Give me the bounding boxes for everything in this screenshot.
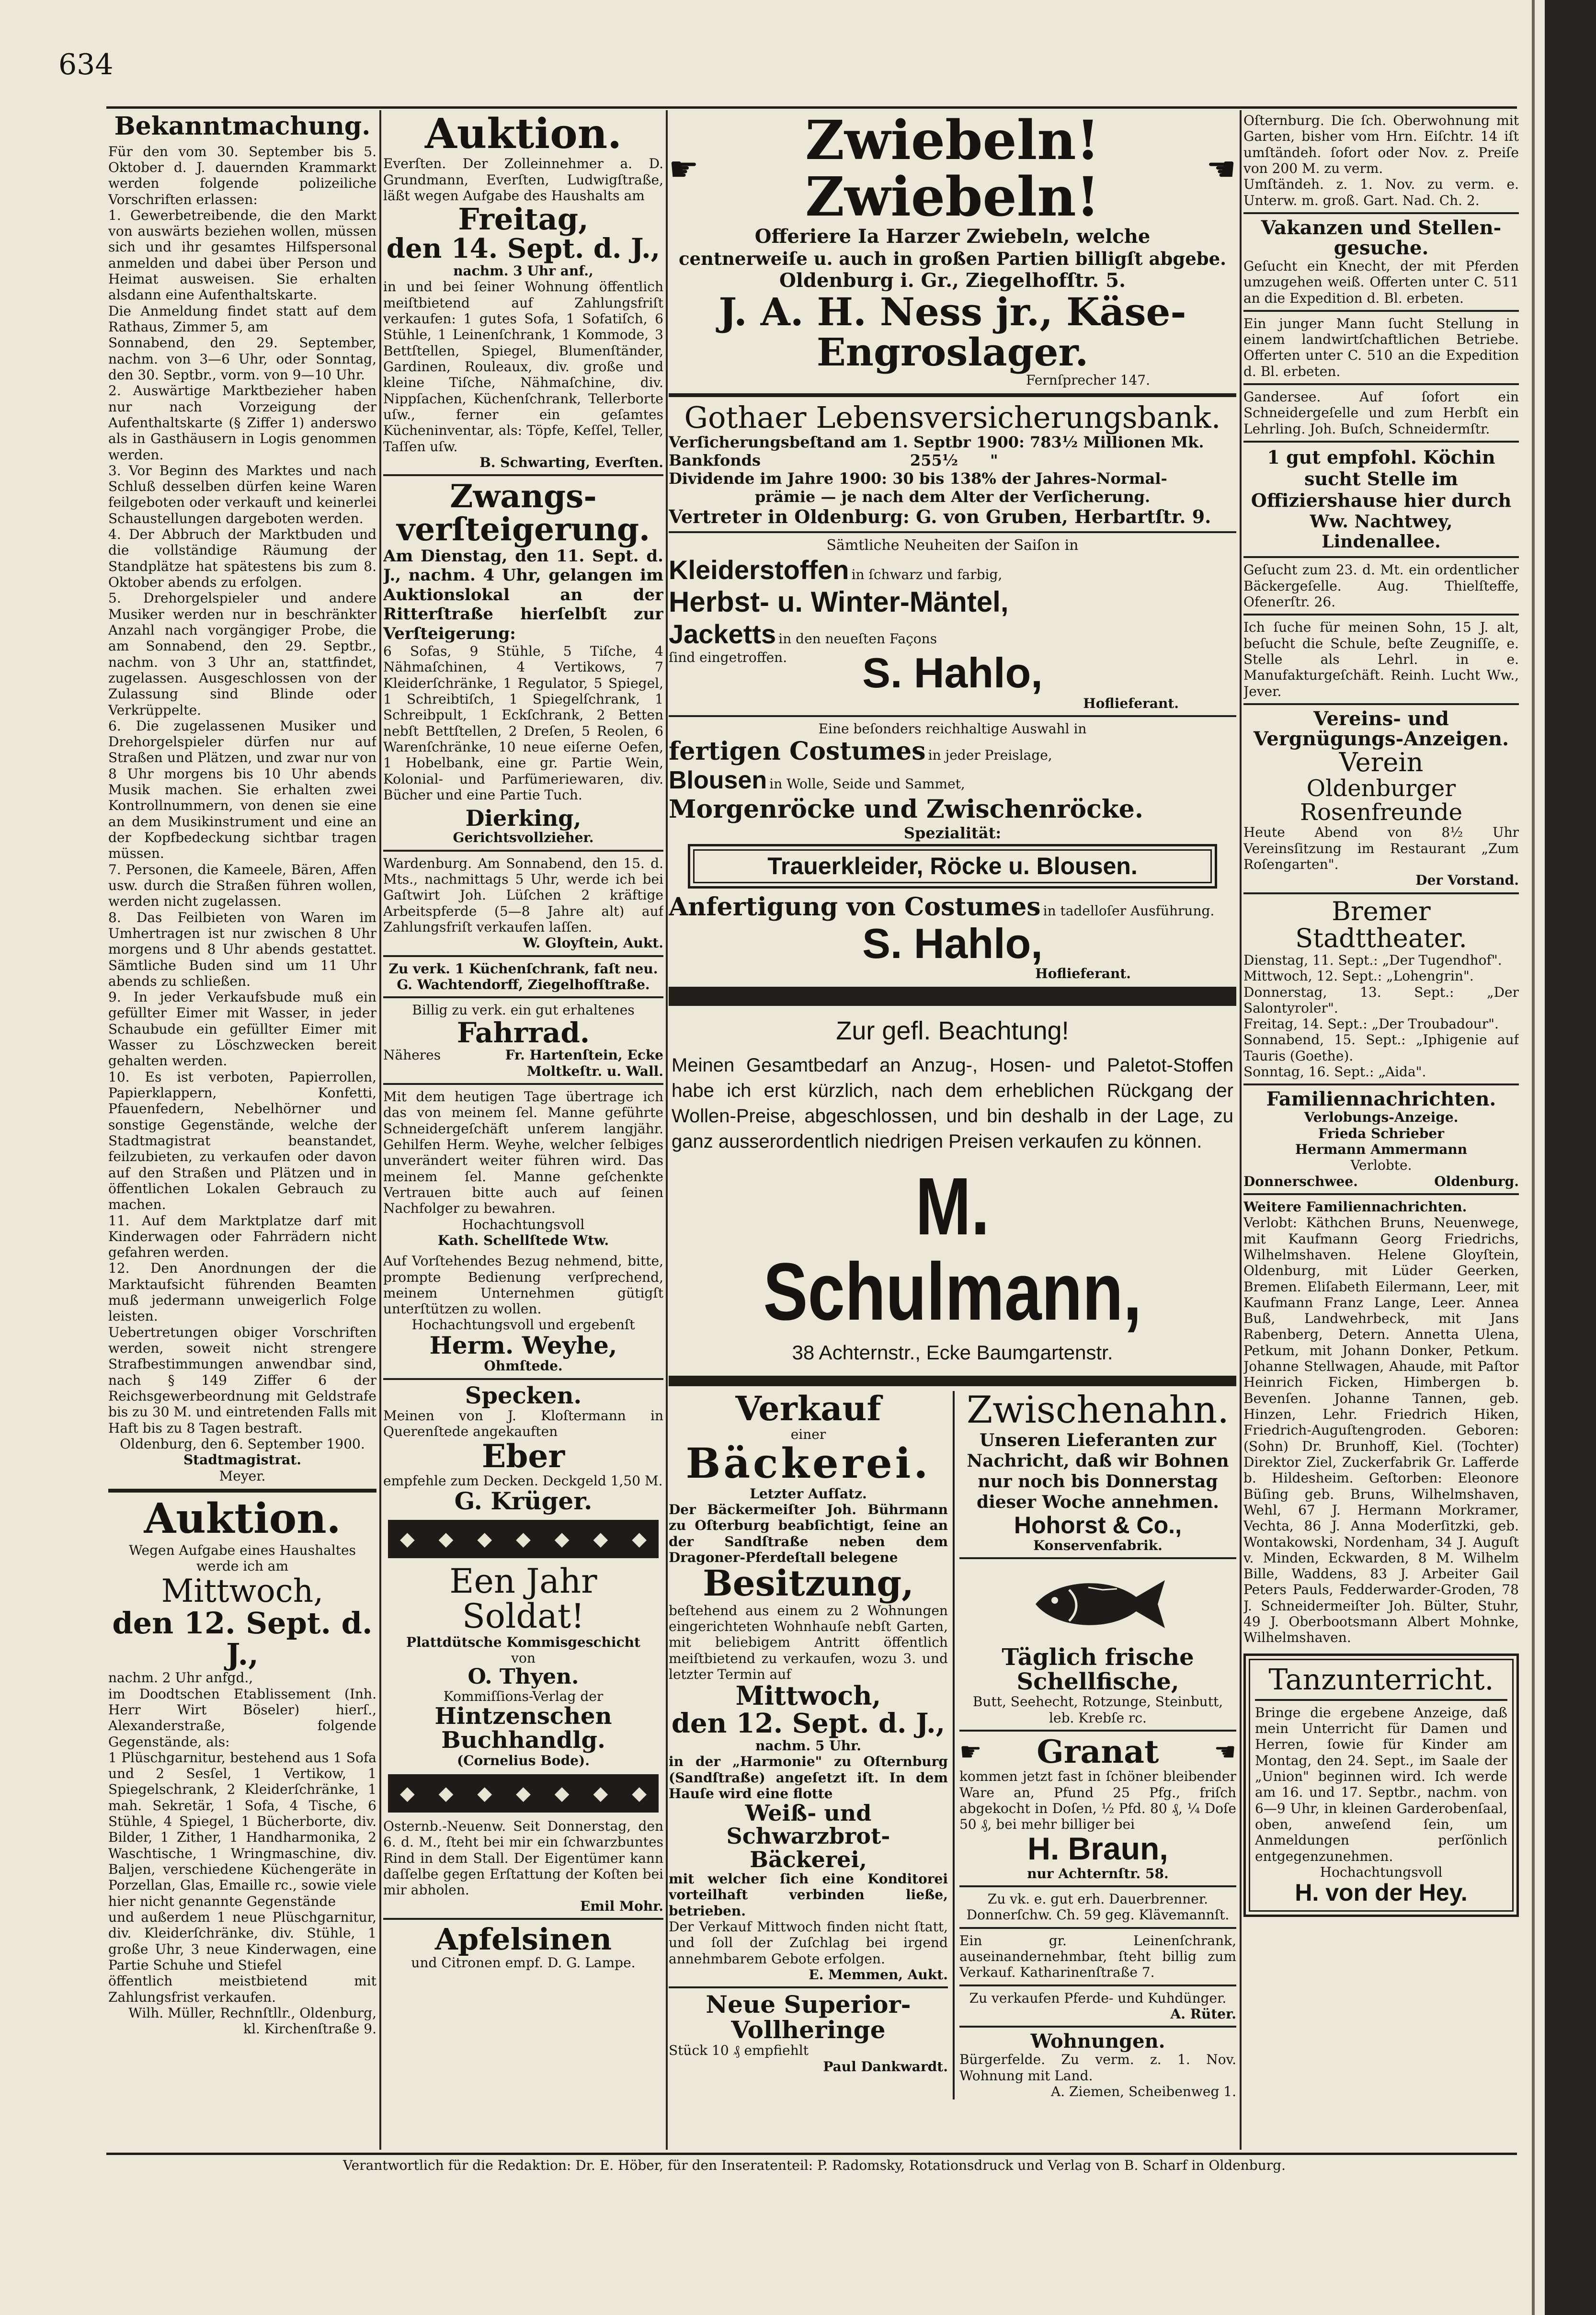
auction-paragraph: und außerdem 1 neue Plüschgarnitur, div. Kleiderſchränke, div. Stühle, 1 große Uhr, 3 neue Kinderwagen, eine Partie Schuhe und Stiefel: [108, 1909, 376, 1973]
zwiebeln-ad: [669, 113, 1236, 388]
koechin-ad: 1 gut empfohl. Köchin sucht Stelle im Offiziershause hier durch: [1251, 446, 1512, 512]
separator: [383, 1918, 663, 1920]
theater-row: Sonntag, 16. Sept.: „Aida".: [1243, 1064, 1426, 1080]
separator: [1243, 383, 1519, 385]
auction-day: Freitag,: [458, 202, 589, 237]
verlobung-place-2: Oldenburg.: [1434, 1173, 1519, 1189]
vollheringe-title: Neue Superior-Vollheringe: [706, 1990, 911, 2044]
leinenschrank-ad: Ein gr. Leinenſchrank, auseinandernehmbar, ſteht billig zum Verkauf. Katharinenſtraße 7.: [959, 1932, 1236, 1981]
zwiebeln-line-1: Offeriere Ia Harzer Zwiebeln, welche: [754, 225, 1151, 248]
baeckerei-body-1: Der Bäckermeiſter Joh. Bührmann zu Oſterburg beabſichtigt, ſeine an der Sandſtraße neben dem Dragoner-Pferdeſtall belegene: [669, 1501, 948, 1565]
separator: [959, 1984, 1236, 1986]
hahlo2-morgen: Morgenröcke und Zwischenröcke.: [669, 795, 1143, 824]
notice-paragraph: Für den vom 30. September bis 5. Oktober d. J. dauernden Krammarkt werden folgende polizeiliche Vorschriften erlassen:: [108, 143, 376, 207]
hahlo2-blousen-desc: in Wolle, Seide und Sammet,: [769, 776, 965, 792]
weyhe-ad: [383, 1089, 663, 1374]
baeckerei-body-3: in der „Harmonie" zu Oſternburg (Sandſtraße) angeſetzt iſt. In dem Hauſe wird eine flotte: [669, 1754, 948, 1802]
schellfische-title: Täglich frische Schellfische,: [1002, 1644, 1194, 1695]
unterwohnung-ad: Umſtändeh. z. 1. Nov. zu verm. e. Unterw. m. groß. Gart. Nad. Ch. 2.: [1243, 176, 1519, 208]
auction-intro: Wegen Aufgabe eines Haushaltes werde ich am: [129, 1542, 356, 1574]
separator: [1243, 703, 1519, 705]
page-edge: [1545, 0, 1596, 2315]
auction-ad-mueller: [108, 1494, 376, 2037]
tanz-greeting: Hochachtungsvoll: [1320, 1864, 1443, 1880]
schulmann-body: Meinen Gesamtbedarf an Anzug-, Hosen- und Paletot-Stoffen habe ich erst kürzlich, nach dem erheblichen Rückgang der Wollen-Preise, abgeschlossen, und bin deshalb in der Lage, zu ganz ausserordentlich niedrigen Preisen verkaufen zu können.: [672, 1055, 1233, 1152]
hahlo2-name: S. Hahlo,: [862, 919, 1043, 967]
auction-body: [108, 1670, 376, 2005]
baeckerei-body-5: Der Verkauf Mittwoch finden nicht ſtatt, und ſoll der Zuſchlag bei irgend annehmbarem Gebote erfolgen.: [669, 1918, 948, 1967]
tanz-box: [1243, 1654, 1519, 1917]
page-edge-line: [1532, 0, 1535, 2315]
separator: [1243, 1193, 1519, 1195]
theater-title: Bremer Stadttheater.: [1295, 896, 1467, 954]
auction-paragraph: nachm. 2 Uhr anfgd.,: [108, 1670, 253, 1686]
separator: [669, 1986, 948, 1988]
vakanzen-title-1: Vakanzen und Stellen-: [1261, 216, 1502, 239]
hahlo2-trauer: Trauerkleider, Röcke u. Blousen.: [693, 849, 1212, 883]
page-number: 634: [58, 48, 114, 81]
notice-paragraph: 9. In jeder Verkaufsbude muß ein gefüllter Eimer mit Wasser, in jeder Schaubude ein gefüllter Eimer mit Wasser zu Löschzwecken bereit gehalten werden.: [108, 989, 376, 1069]
verlobung-place-1: Donnerschwee.: [1243, 1173, 1358, 1189]
gotha-line-3: Dividende im Jahre 1900: 30 bis 138% der Jahres-Normal-: [669, 469, 1167, 488]
auction-time: nachm. 3 Uhr anf.,: [453, 263, 593, 279]
hahlo-ad: [669, 537, 1236, 711]
hahlo-kleider: Kleiderstoffen: [669, 555, 849, 585]
baeckerei-column: [669, 1391, 955, 2099]
zwangs-title-1: Zwangs-: [450, 478, 597, 515]
weyhe-body: Mit dem heutigen Tage übertrage ich das von meinem ſel. Manne geführte Schneidergeſchäft unſerem langjähr. Gehilfen Herm. Weyhe, welcher ſelbiges unverändert weiter führen wird. Das meinem ſel. Manne geſchenkte Vertrauen bitte auch auf ſeinen Nachfolger zu bewahren.: [383, 1089, 663, 1217]
zwangs-title-2: verſteigerung.: [396, 511, 650, 548]
hahlo2-blousen: Blousen: [669, 766, 767, 795]
fahrrad-title: Fahrrad.: [456, 1016, 590, 1049]
auction-signature: Wilh. Müller, Rechnſtllr., Oldenburg, kl. Kirchenſtraße 9.: [128, 2005, 376, 2037]
zwangs-signature-title: Gerichtsvollzieher.: [453, 830, 594, 846]
auction-body: in und bei ſeiner Wohnung öffentlich meiſtbietend auf Zahlungsfriſt verkaufen: 1 gutes Sofa, 1 Sofatiſch, 6 Stühle, 1 Leinenſchrank, 1 Kommode, 3 Bettſtellen, Spiegel, Blumenſtänder, Gardinen, Rouleaux, div. große und kleine Tiſche, Nähmaſchine, div. Nippſachen, Küchenſchrank, Tellerborte uſw., ferner ein geſamtes Kücheninventar, als: Töpfe, Keſſel, Teller, Taſſen uſw.: [383, 279, 663, 455]
osternburg-wohnung-ad: Oſternburg. Die ſch. Oberwohnung mit Garten, bisher vom Hrn. Eiſchtr. 14 iſt umſtändeh. ſofort oder Nov. z. Preiſe von 200 M. zu verm.: [1243, 113, 1519, 176]
auction-title: Auktion.: [144, 1494, 341, 1543]
baeckerei-time: nachm. 5 Uhr.: [755, 1737, 861, 1754]
baeckerei-aufsatz: Letzter Aufſatz.: [750, 1485, 867, 1502]
notice-paragraph: 6. Die zugelassenen Musiker und Drehorgelspieler dürfen nur auf Straßen und Plätzen, und zwar nur von 8 Uhr morgens bis 10 Uhr abends Musik machen. Sie erhalten zwei Kontrollnummern, von denen sie eine an dem Musikinstrument und eine an der Kopfbedeckung sichtbar tragen müssen.: [108, 718, 376, 862]
koechin-signature: Ww. Nachtwey,: [1310, 511, 1453, 532]
schulmann-ad: [669, 1017, 1236, 1365]
hahlo-hoflieferant: Hoflieferant.: [1083, 695, 1179, 711]
weyhe-place: Ohmſtede.: [484, 1358, 563, 1374]
pointing-hand-icon: ☛: [669, 149, 699, 189]
gotha-title: Gothaer Lebensversicherungsbank.: [684, 399, 1221, 435]
trauer-box: [688, 844, 1217, 889]
hahlo-costumes-ad: [669, 721, 1236, 982]
weitere-body: Verlobt: Käthchen Bruns, Neuenwege, mit Kaufmann Georg Friedrichs, Wilhelmshaven. Helene Gloyſtein, Oldenburg, mit Lüder Geerken, Bremen. Eliſabeth Eilermann, Leer, mit Kaufmann Franz Lange, Leer. Annea Buß, Landwehrbeck, mit Jans Rabenberg, Detern. Annetta Ulena, Petkum, mit Johann Donker, Petkum. Johanne Stellwagen, Ahaude, mit Paſtor Heinrich Ficken, Himbergen b. Bevenſen. Johanne Tannen, geb. Hinzen, Lehr. Friedrich Hiken, Friedrich-Auguſtengroden. Geboren: (Sohn) Dr. Brunhoff, Kiel. (Tochter) Direktor Ziel, Zuckerfabrik Gr. Lafferde b. Hildesheim. Geſtorben: Eleonore Büſing geb. Bruns, Wilhelmshaven, Wehl, 67 J. Hermann Morkramer, Vechta, 86 J. Anna Moderſitzki, geb. Wontakowski, Nordenham, 34 J. Auguſt v. Minden, Eckwarden, 8 M. Wilhelm Bille, Waddens, 83 J. Arbeiter Gail Peters Pauls, Fedderwarder-Groden, 78 J. Schneidermeiſter Joh. Bülter, Stuhr, 49 J. Oberbootsmann Albert Mohnke, Wilhelmshaven.: [1243, 1215, 1519, 1646]
vereins-title-2: Vergnügungs-Anzeigen.: [1253, 727, 1509, 750]
tanz-title: Tanzunterricht.: [1268, 1663, 1494, 1697]
specken-body: Meinen von J. Kloſtermann in Querenſtede angekauften: [383, 1408, 663, 1440]
schulmann-head: Zur gefl. Beachtung!: [836, 1016, 1069, 1045]
fahrrad-intro: Billig zu verk. ein gut erhaltenes: [412, 1002, 635, 1018]
specken-title: Specken.: [465, 1382, 582, 1409]
notice-paragraph: 4. Der Abbruch der Marktbuden und die vollständige Räumung der Standplätze hat spätestens bis zum 8. Oktober abends zu erfolgen.: [108, 526, 376, 591]
fahrrad-more: Näheres: [383, 1047, 441, 1063]
granat-title: Granat: [1037, 1733, 1159, 1770]
zwiebeln-title: Zwiebeln! Zwiebeln!: [805, 113, 1100, 228]
baeckerei-day: Mittwoch,: [735, 1680, 881, 1711]
zwangsversteigerung-ad: [383, 480, 663, 846]
separator: [959, 2026, 1236, 2028]
baeckerei-weiss: Weiß- und Schwarzbrot-: [726, 1800, 890, 1849]
hahlo2-costumes: fertigen Costumes: [669, 737, 926, 766]
separator: [383, 1378, 663, 1380]
wardenburg-signature: W. Gloyſtein, Aukt.: [523, 935, 663, 951]
granat-address: nur Achternſtr. 58.: [1027, 1865, 1169, 1882]
granat-headline: [959, 1735, 1236, 1768]
baeckerei-weiss-2: Bäckerei,: [750, 1846, 867, 1872]
separator: [669, 987, 1236, 1006]
ness-phone: Fernſprecher 147.: [1026, 372, 1150, 388]
hahlo-intro: Sämtliche Neuheiten der Saiſon in: [826, 537, 1079, 554]
soldat-verlag: Kommiſſions-Verlag der: [443, 1688, 604, 1704]
theater-row: Sonnabend, 15. Sept.: „Iphigenie auf Tauris (Goethe).: [1243, 1032, 1519, 1064]
column-divider: [379, 110, 381, 2150]
apfelsinen-title: Apfelsinen: [434, 1921, 612, 1957]
separator: [1243, 212, 1519, 214]
lower-ads-row: [669, 1391, 1236, 2099]
separator: [383, 474, 663, 476]
notice-title: Bekanntmachung.: [114, 113, 371, 141]
pointing-hand-icon: ☛: [959, 1737, 982, 1767]
right-lower-column: [955, 1391, 1236, 2099]
ornament-bar: ◆ ◆ ◆ ◆ ◆ ◆ ◆: [388, 1774, 659, 1813]
column-4: [1243, 113, 1519, 2148]
auction-paragraph: öffentlich meistbietend mit Zahlungsfrist verkaufen.: [108, 1973, 376, 2005]
auction-intro: Everſten. Der Zolleinnehmer a. D. Grundmann, Everſten, Ludwigſtraße, läßt wegen Aufgabe des Haushalts am: [383, 156, 663, 204]
eber-title: Eber: [481, 1437, 565, 1475]
rosen-body: Heute Abend von 8½ Uhr Vereinsſitzung im Restaurant „Zum Roſengarten".: [1243, 824, 1519, 872]
rind-ad: Osternb.-Neuenw. Seit Donnerstag, den 6. d. M., ſteht bei mir ein ſchwarzbuntes Rind in dem Stall. Der Eigentümer kann daſſelbe gegen Erſtattung der Koſten bei mir abholen.: [383, 1818, 663, 1898]
notice-signature-name: Meyer.: [219, 1468, 266, 1484]
zwischenahn-title: Zwischenahn.: [966, 1389, 1229, 1432]
zwiebeln-line-2: centnerweiſe u. auch in großen Partien billigſt abgebe.: [678, 248, 1227, 269]
vakanzen-title-2: gesuche.: [1334, 236, 1429, 259]
soldat-book-ad: [383, 1561, 663, 1768]
soldat-title: Een Jahr Soldat!: [449, 1561, 597, 1636]
weyhe-greeting: Hochachtungsvoll: [462, 1216, 585, 1232]
auction-ad-grundmann: [383, 113, 663, 470]
auction-paragraph: im Doodtschen Etablissement (Inh. Herr Wirt Böseler) hierſ., Alexanderstraße, folgende Gegenstände, als:: [108, 1686, 376, 1750]
separator: [383, 996, 663, 998]
wardenburg-ad: Wardenburg. Am Sonnabend, den 15. d. Mts., nachmittags 5 Uhr, werde ich bei Gaſtwirt Joh. Lüſchen 2 kräftige Arbeitspferde (5—8 Jahre alt) auf Zahlungsfriſt verkaufen laſſen.: [383, 855, 663, 935]
hahlo2-costumes-desc: in jeder Preislage,: [928, 747, 1052, 764]
separator: [669, 1376, 1236, 1386]
separator: [108, 1489, 376, 1493]
baeckerei-besitzung: Besitzung,: [703, 1563, 914, 1605]
eber-signature: G. Krüger.: [454, 1487, 593, 1516]
verlobung-places: [1243, 1174, 1519, 1189]
notice-date: Oldenburg, den 6. September 1900.: [120, 1436, 365, 1452]
separator: [1243, 310, 1519, 312]
notice-paragraph: 11. Auf dem Marktplatze darf mit Kinderwagen oder Fahrrädern nicht gefahren werden.: [108, 1212, 376, 1261]
hahlo2-anfertigung: Anfertigung von Costumes: [669, 892, 1041, 922]
separator: [1243, 614, 1519, 616]
schulmann-name: M. Schulmann,: [763, 1161, 1142, 1337]
kuechenschrank-ad: Zu verk. 1 Küchenſchrank, faſt neu.: [388, 960, 658, 977]
bekanntmachung-notice: [108, 114, 376, 1484]
separator: [383, 850, 663, 852]
vollheringe-signature: Paul Dankwardt.: [823, 2058, 948, 2075]
theater-schedule: [1243, 952, 1519, 1080]
column-1: [108, 113, 376, 2148]
weyhe-greeting-2: Hochachtungsvoll und ergebenſt: [411, 1317, 635, 1333]
hahlo-jacketts: Jacketts: [669, 619, 776, 650]
fish-icon: [959, 1563, 1236, 1645]
separator: [959, 1557, 1236, 1559]
familien-title: Familiennachrichten.: [1266, 1088, 1496, 1111]
imprint-footer: Verantwortlich für die Redaktion: Dr. E. Höber, für den Inseratenteil: P. Radomsky, Rotationsdruck und Verlag von B. Scharf in Oldenburg.: [343, 2157, 1286, 2173]
separator: [669, 393, 1236, 397]
rosen-title-2: Oldenburger Rosenfreunde: [1300, 775, 1463, 826]
fahrrad-signature: Fr. Hartenſtein, Ecke Moltkeſtr. u. Wall.: [505, 1047, 663, 1079]
soldat-von: von: [511, 1650, 536, 1666]
gotha-line-1: Verſicherungsbeſtand am 1. Septbr 1900: 783½ Millionen Mk.: [669, 433, 1204, 451]
notice-body: [108, 144, 376, 1436]
theater-row: Donnerstag, 13. Sept.: „Der Salontyroler".: [1243, 984, 1519, 1016]
notice-signature-office: Stadtmagistrat.: [183, 1452, 302, 1468]
pointing-hand-icon: ☚: [1214, 1737, 1236, 1767]
column-divider: [666, 110, 668, 2150]
baeckerei-signature: E. Memmen, Aukt.: [809, 1966, 948, 1983]
granat-name: H. Braun,: [1027, 1831, 1168, 1867]
schellfische-body: Butt, Seehecht, Rotzunge, Steinbutt, leb. Krebſe rc.: [972, 1694, 1223, 1726]
separator: [1255, 1699, 1507, 1701]
auction-day: Mittwoch,: [161, 1572, 324, 1609]
notice-paragraph: 8. Das Feilbieten von Waren im Umhertragen ist nur zwischen 8 Uhr morgens und 8 Uhr abends gestattet. Sämtliche Buden sind um 11 Uhr abends zu schließen.: [108, 909, 376, 989]
theater-row: Dienstag, 11. Sept.: „Der Tugendhof".: [1243, 952, 1502, 968]
baeckerei-body-2: beſtehend aus einem zu 2 Wohnungen eingerichteten Wohnhauſe nebſt Garten, mit beliebigem Antritt öffentlich meiſtbietend zu verkaufen, wozu 3. und letzter Termin auf: [669, 1602, 948, 1683]
notice-paragraph: Uebertretungen obiger Vorschriften werden, soweit nicht strengere Strafbestimmungen anwendbar sind, nach § 149 Ziffer 6 der Reichsgewerbeordnung mit Geldstrafe bis zu 30 M. und eintretenden Falls mit Haft bis zu 8 Tagen bestraft.: [108, 1324, 376, 1436]
verlobung-name-1: Frieda Schrieber: [1318, 1125, 1445, 1141]
weyhe-signature: Kath. Schellſtede Wtw.: [437, 1232, 609, 1248]
gotha-line-2: Bankfonds 255½ ": [669, 451, 998, 469]
column-divider: [1240, 110, 1242, 2150]
granat-body: kommen jetzt fast in ſchöner bleibender Ware an, Pfund 25 Pfg., friſch abgekocht in Doſen, ½ Pfd. 80 ₰, ¼ Doſe 50 ₰, bei mehr billiger bei: [959, 1768, 1236, 1833]
soldat-publisher-2: (Cornelius Bode).: [456, 1752, 590, 1768]
theater-row: Mittwoch, 12. Sept.: „Lohengrin".: [1243, 968, 1474, 984]
vollheringe-line: Stück 10 ₰ empfiehlt: [669, 2042, 809, 2059]
notice-paragraph: 7. Personen, die Kameele, Bären, Affen usw. durch die Straßen führen wollen, werden nicht zugelassen.: [108, 861, 376, 910]
rosen-title-1: Verein: [1339, 747, 1424, 777]
fahrrad-contact: [383, 1047, 663, 1079]
auction-paragraph: 1 Plüschgarnitur, bestehend aus 1 Sofa und 2 Sesſel, 1 Vertikow, 1 Spiegelschrank, 2 Kleiderſchränke, 1 mah. Sekretär, 1 Sofa, 4 Tische, 6 Stühle, 4 Spiegel, 1 Bücherborte, div. Bilder, 1 Zither, 1 Handharmonika, 2 Waschtische, 1 Wringmaschine, div. Baljen, verschiedene Küchengeräte in Porzellan, Glas, Emaille rc., sowie viele hier nicht genannte Gegenstände: [108, 1749, 376, 1909]
separator: [1243, 441, 1519, 443]
weyhe-name: Herm. Weyhe,: [429, 1331, 617, 1359]
soldat-author: O. Thyen.: [467, 1665, 579, 1689]
notice-paragraph: 5. Drehorgelspieler und andere Musiker werden nur in beschränkter Anzahl nach vorgängiger Probe, die am Sonnabend, den 29. Septbr., nachm. von 3 Uhr an, stattfindet, zugelassen. Ausgeschlossen von der Zulassung sind Blinde oder Verkrüppelte.: [108, 590, 376, 718]
soldat-publisher: Hintzenschen Buchhandlg.: [434, 1702, 612, 1754]
hahlo2-intro: Eine beſonders reichhaltige Auswahl in: [818, 721, 1087, 737]
vakanz-knecht: Geſucht ein Knecht, der mit Pferden umzugehen weiß. Offerten unter C. 511 an die Expedition d. Bl. erbeten.: [1243, 258, 1519, 306]
gotha-line-4: prämie — je nach dem Alter der Verſicherung.: [754, 488, 1151, 506]
hahlo-kleider-desc: in ſchwarz und farbig,: [851, 567, 1003, 583]
zwangs-body: 6 Sofas, 9 Stühle, 5 Tiſche, 4 Nähmaſchinen, 4 Vertikows, 7 Kleiderſchränke, 1 Regulator, 5 Spiegel, 1 Schreibtiſch, 1 Spiegelſchrank, 1 Schreibpult, 1 Eckſchrank, 2 Betten nebſt Bettſtellen, 2 Dreſen, 5 Reolen, 6 Warenſchränke, 10 neue eiſerne Oefen, 1 Hobelbank, eine gr. Partie Wein, Kolonial- und Parfümeriewaren, div. Bücher und eine Partie Tuch.: [383, 643, 663, 803]
verlobung-label: Verlobte.: [1350, 1157, 1412, 1174]
soldat-subtitle: Plattdütsche Kommisgeschicht: [406, 1634, 640, 1650]
top-rule: [106, 106, 1517, 109]
notice-paragraph: Die Anmeldung findet statt auf dem Rathaus, Zimmer 5, am: [108, 303, 376, 335]
auction-date: den 12. Sept. d. J.,: [112, 1606, 373, 1672]
tanz-signature: H. von der Hey.: [1295, 1879, 1468, 1906]
ornament-bar: ◆ ◆ ◆ ◆ ◆ ◆ ◆: [388, 1520, 659, 1558]
separator: [1243, 1083, 1519, 1085]
baeckerei-title-1: Verkauf: [735, 1389, 881, 1429]
baeckerei-title-3: Bäckerei.: [685, 1439, 931, 1488]
separator: [669, 715, 1236, 717]
column-2: [383, 113, 663, 2148]
auction-date: den 14. Sept. d. J.,: [386, 233, 661, 265]
wohnungen-body: Bürgerfelde. Zu verm. z. 1. Nov. Wohnung mit Land.: [959, 2052, 1236, 2084]
separator: [383, 955, 663, 957]
gotha-ad: [669, 399, 1236, 528]
notice-paragraph: 2. Auswärtige Marktbezieher haben nur nach Vorzeigung der Aufenthaltskarte (§ Ziffer 1) anderswo als in Gasthäusern in Logis genommen werden.: [108, 383, 376, 463]
apfelsinen-subtitle: und Citronen empf. D. G. Lampe.: [411, 1954, 636, 1971]
hahlo2-hoflieferant: Hoflieferant.: [1035, 966, 1131, 982]
zwischenahn-body: Unseren Lieferanten zur Nachricht, daß wir Bohnen nur noch bis Donnerstag dieser Woche annehmen.: [967, 1430, 1229, 1512]
eber-body: empfehle zum Decken. Deckgeld 1,50 M.: [383, 1472, 663, 1489]
gotha-line-5: Vertreter in Oldenburg: G. von Gruben, Herbartſtr. 9.: [669, 506, 1211, 528]
pferde-ad: Zu verkaufen Pferde- und Kuhdünger.: [969, 1990, 1227, 2006]
tanz-body: Bringe die ergebene Anzeige, daß mein Unterricht für Damen und Herren, ſowie für Kinder am Montag, den 24. Sept., im Saale der „Union" beginnen wird. Ich werde am 16. und 17. Septbr., nachm. von 6—9 Uhr, in kleinen Garderobenſaal, oben, anweſend ſein, um Anmeldungen perſönlich entgegenzunehmen.: [1255, 1704, 1507, 1864]
kuechenschrank-signature: G. Wachtendorff, Ziegelhofſtraße.: [397, 976, 650, 992]
separator: [959, 1730, 1236, 1732]
dauerbrenner-ad: Zu vk. e. gut erh. Dauerbrenner. Donnerſchw. Ch. 59 geg. Klävemannſt.: [966, 1891, 1230, 1923]
baeckerei-date: den 12. Sept. d. J.,: [671, 1708, 946, 1740]
hahlo-jacketts-desc: in den neueſten Façons: [778, 631, 937, 647]
bottom-rule: [106, 2153, 1517, 2155]
theater-row: Freitag, 14. Sept.: „Der Troubadour".: [1243, 1016, 1499, 1032]
hahlo-arrived: ſind eingetroffen.: [669, 650, 787, 666]
wohnungen-signature: A. Ziemen, Scheibenweg 1.: [1051, 2083, 1236, 2099]
separator: [383, 1083, 663, 1085]
schulmann-address: 38 Achternstr., Ecke Baumgartenstr.: [792, 1341, 1113, 1364]
ness-title: J. A. H. Ness jr., Käse-Engroslager.: [718, 289, 1186, 375]
baeckergeselle-ad: Geſucht zum 23. d. Mt. ein ordentlicher Bäckergeſelle. Aug. Thielſteffe, Ofenerſtr. 26.: [1243, 562, 1519, 610]
column-3: [669, 113, 1236, 2148]
hahlo-maentel: Herbst- u. Winter-Mäntel,: [669, 586, 1009, 618]
vereins-title-1: Vereins- und: [1313, 707, 1449, 730]
zwischenahn-name: Hohorst & Co.,: [1014, 1511, 1182, 1539]
verlobung-title: Verlobungs-Anzeige.: [1304, 1109, 1459, 1126]
notice-paragraph: 10. Es ist verboten, Papierrollen, Papierklappern, Konfetti, Pfauenfedern, Nebelhörner und sonstige Gegenstände, welche der Stadtmagistrat beanstandet, feilzubieten, zu verkaufen oder davon auf den Straßen und Plätzen und in öffentlichen Lokalen Gebrauch zu machen.: [108, 1069, 376, 1213]
pferde-signature: A. Rüter.: [1170, 2006, 1236, 2022]
notice-paragraph: 12. Den Anordnungen der die Marktaufsicht führenden Beamten muß jedermann unweigerlich Folge leisten.: [108, 1260, 376, 1324]
pointing-hand-icon: ☚: [1206, 149, 1236, 189]
vakanz-schneider: Gandersee. Auf ſofort ein Schneidergeſelle und zum Herbſt ein Lehrling. Joh. Buſch, Schneidermſtr.: [1243, 389, 1519, 437]
baeckerei-title-2: einer: [790, 1426, 826, 1442]
notice-paragraph: Sonnabend, den 29. September, nachm. von 3—6 Uhr, oder Sonntag, den 30. Septbr., vorm. von 9—10 Uhr.: [108, 335, 376, 383]
lehrling-ad: Ich ſuche für meinen Sohn, 15 J. alt, beſucht die Schule, beſte Zeugniſſe, e. Stelle als Lehrl. in e. Manufakturgeſchäft. Reinh. Lucht Ww., Jever.: [1243, 619, 1519, 699]
zwangs-lead: Am Dienstag, den 11. Sept. d. J., nachm. 4 Uhr, gelangen im Auktionslokal an der Ritterſtraße hierſelbſt zur Verſteigerung:: [383, 546, 663, 643]
auction-title: Auktion.: [424, 113, 622, 158]
hahlo2-spezial: Spezialität:: [903, 824, 1002, 843]
rosen-signature: Der Vorstand.: [1415, 872, 1519, 889]
baeckerei-body-4: mit welcher ſich eine Konditorei vorteilhaft verbinden ließe, betrieben.: [669, 1871, 948, 1919]
separator: [1243, 892, 1519, 894]
zwiebeln-line-3: Oldenburg i. Gr., Ziegelhofſtr. 5.: [779, 269, 1126, 292]
verlobung-name-2: Hermann Ammermann: [1295, 1141, 1468, 1158]
zwiebeln-headline: [669, 113, 1236, 228]
zwischenahn-sub: Konservenfabrik.: [1033, 1538, 1163, 1554]
hahlo2-anfertigung-desc: in tadelloſer Ausführung.: [1043, 902, 1215, 919]
vakanz-junger-mann: Ein junger Mann ſucht Stellung in einem landwirtſchaftlichen Betriebe. Offerten unter C. 510 an die Expedition d. Bl. erbeten.: [1243, 315, 1519, 379]
weyhe-body-2: Auf Vorſtehendes Bezug nehmend, bitte, prompte Bedienung verſprechend, meinem Unternehmen gütigſt unterſtützen zu wollen.: [383, 1253, 663, 1317]
weitere-title: Weitere Familiennachrichten.: [1243, 1198, 1467, 1215]
zwangs-signature: Dierking,: [465, 805, 581, 832]
separator: [669, 531, 1236, 533]
notice-paragraph: 3. Vor Beginn des Marktes und nach Schluß desselben dürfen keine Waren feilgeboten oder verkauft und keinerlei Schaustellungen dargeboten werden.: [108, 462, 376, 526]
koechin-signature-2: Lindenallee.: [1322, 532, 1441, 552]
auction-signature: B. Schwarting, Everſten.: [479, 454, 663, 470]
tanz-inner: [1249, 1659, 1514, 1912]
hahlo-name: S. Hahlo,: [862, 649, 1043, 697]
wohnungen-title: Wohnungen.: [1030, 2030, 1165, 2053]
separator: [959, 1927, 1236, 1929]
separator: [959, 1885, 1236, 1887]
separator: [1243, 556, 1519, 558]
notice-paragraph: 1. Gewerbetreibende, die den Markt von auswärts beziehen wollen, müssen sich und ihr gesamtes Hilfspersonal anmelden und dabei über Person und Heimat ausweisen. Sie erhalten alsdann eine Aufenthaltskarte.: [108, 207, 376, 303]
rind-signature: Emil Mohr.: [580, 1898, 663, 1914]
